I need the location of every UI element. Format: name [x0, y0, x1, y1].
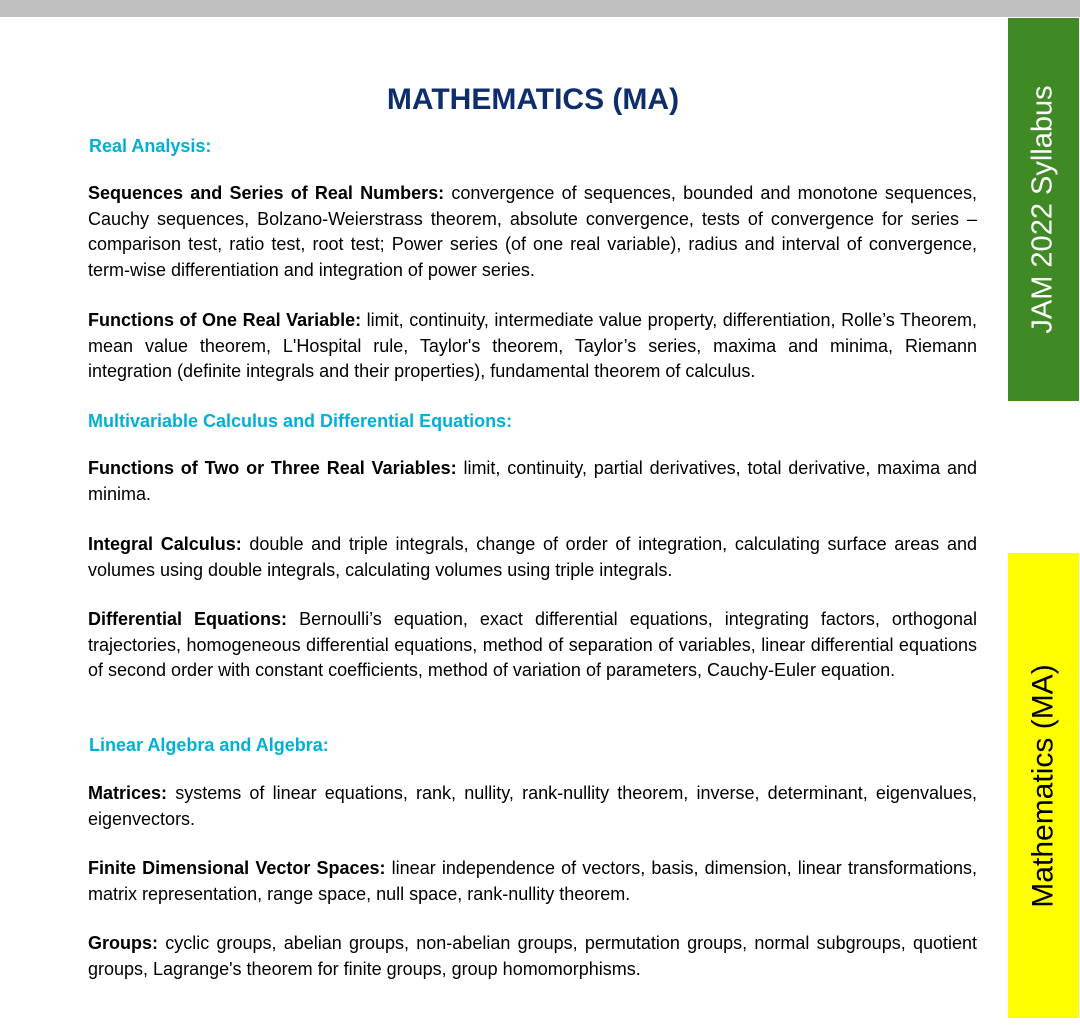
- topic-functions-two-three-variables: [88, 456, 977, 507]
- topic-term: Functions of Two or Three Real Variables:: [88, 458, 457, 478]
- topic-text: Bernoulli’s equation, exact differential equations, integrating factors, orthogonal trajectories, homogeneous differential equations, method of separation of variables, linear differential equations of second order with constant coefficients, method of variation of parameters, Cauchy-Euler equation.: [88, 609, 977, 680]
- topic-term: Functions of One Real Variable:: [88, 310, 362, 330]
- section-heading-multivariable: Multivariable Calculus and Differential Equations:: [88, 411, 513, 431]
- topic-term: Differential Equations:: [88, 609, 288, 629]
- topic-text: double and triple integrals, change of order of integration, calculating surface areas and volumes using double integrals, calculating volumes using triple integrals.: [88, 534, 977, 580]
- topic-groups: [88, 931, 977, 982]
- topic-integral-calculus: [88, 532, 977, 583]
- section-heading-linear-algebra: Linear Algebra and Algebra:: [89, 735, 329, 755]
- topic-term: Finite Dimensional Vector Spaces:: [88, 858, 386, 878]
- topic-text: limit, continuity, partial derivatives, total derivative, maxima and minima.: [88, 458, 978, 504]
- topic-differential-equations: [88, 607, 977, 684]
- side-tab-subject-label: Mathematics (MA): [1026, 663, 1060, 908]
- topic-term: Groups:: [88, 933, 158, 953]
- topic-text: convergence of sequences, bounded and monotone sequences, Cauchy sequences, Bolzano-Weierstrass theorem, absolute convergence, tests of convergence for series – comparison test, ratio test, root test; Power series (of one real variable), radius and interval of convergence, term-wise differentiation and integration of power series.: [88, 183, 977, 280]
- topic-functions-one-variable: [88, 308, 977, 385]
- topic-vector-spaces: [88, 856, 977, 907]
- section-heading-real-analysis: Real Analysis:: [89, 136, 212, 156]
- topic-term: Sequences and Series of Real Numbers:: [88, 183, 445, 203]
- page-title: MATHEMATICS (MA): [386, 83, 680, 116]
- topic-matrices: [88, 781, 977, 832]
- topic-sequences-series: [88, 181, 977, 283]
- top-gray-bar: [0, 0, 1080, 17]
- topic-term: Matrices:: [88, 783, 168, 803]
- topic-term: Integral Calculus:: [88, 534, 242, 554]
- side-tab-syllabus: [1008, 18, 1079, 401]
- topic-text: linear independence of vectors, basis, dimension, linear transformations, matrix representation, range space, null space, rank-nullity theorem.: [88, 858, 978, 904]
- side-tab-subject: [1008, 553, 1079, 1018]
- topic-text: cyclic groups, abelian groups, non-abelian groups, permutation groups, normal subgroups, quotient groups, Lagrange's theorem for finite groups, group homomorphisms.: [88, 933, 977, 979]
- topic-text: systems of linear equations, rank, nullity, rank-nullity theorem, inverse, determinant, eigenvalues, eigenvectors.: [88, 783, 977, 829]
- side-tab-syllabus-label: JAM 2022 Syllabus: [1027, 85, 1059, 334]
- topic-text: limit, continuity, intermediate value property, differentiation, Rolle’s Theorem, mean value theorem, L'Hospital rule, Taylor's theorem, Taylor’s series, maxima and minima, Riemann integration (definite integrals and their properties), fundamental theorem of calculus.: [88, 310, 977, 381]
